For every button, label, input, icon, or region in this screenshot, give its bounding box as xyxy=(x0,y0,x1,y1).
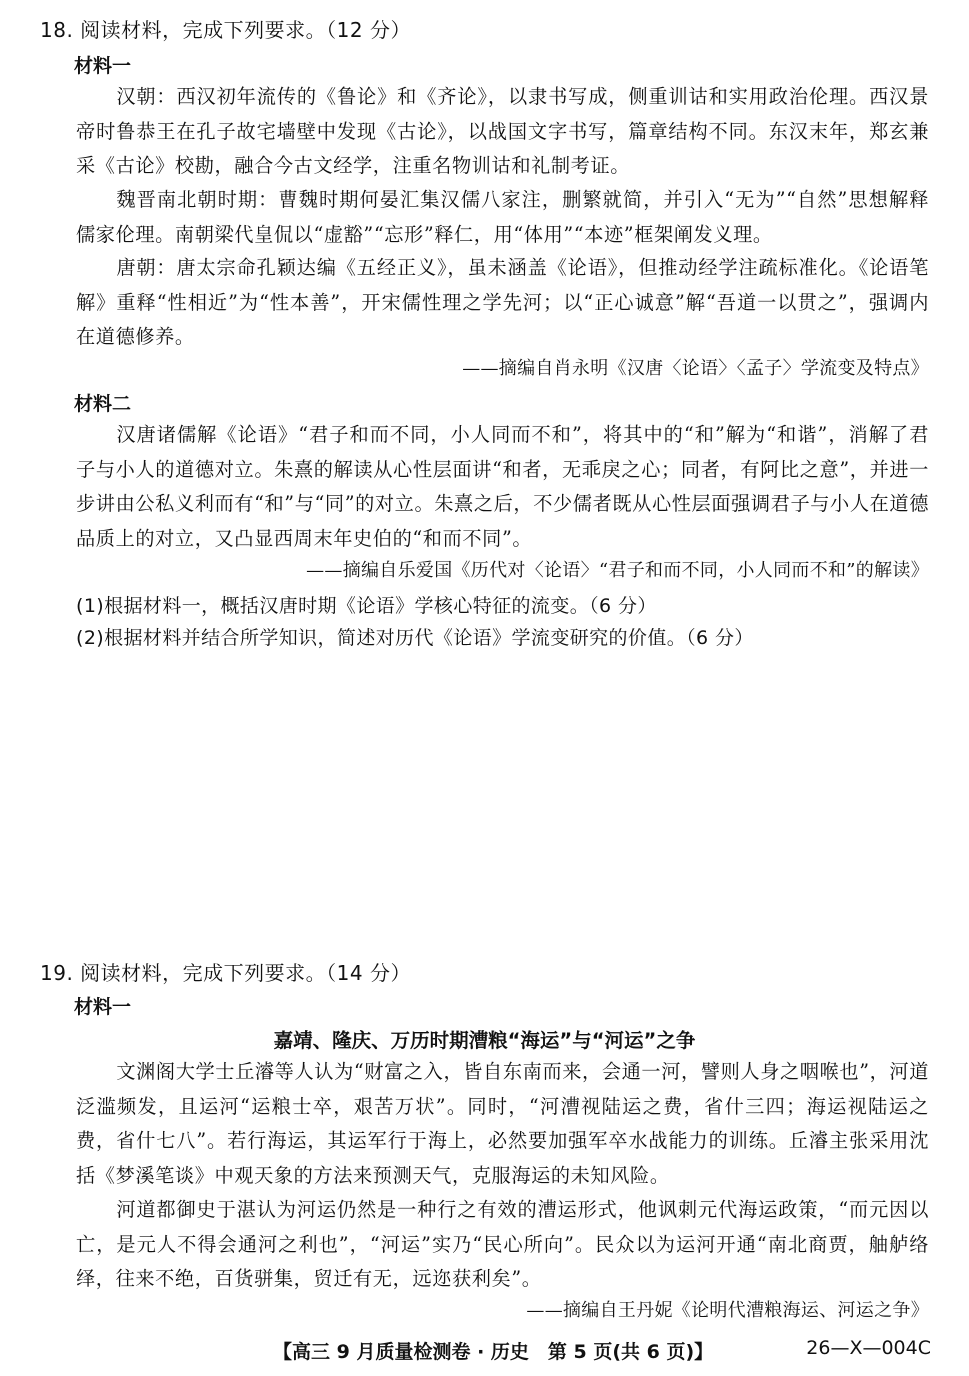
q18-material2-source: ——摘编自乐爱国《历代对〈论语〉“君子和而不同，小人同而不和”的解读》 xyxy=(306,560,929,581)
q18-material1-label: 材料一 xyxy=(74,55,132,77)
q18-sub-question-1: (1)根据材料一，概括汉唐时期《论语》学核心特征的流变。（6 分） xyxy=(76,595,657,617)
q19-paragraph-qiujun: 文渊阁大学士丘濬等人认为“财富之入，皆自东南而来，会通一河，譬则人身之咽喉也”，河道泛滥频发，且运河“运粮士卒，艰苦万状”。同时，“河漕视陆运之费，省什三四；海运视陆运之费，省什七八”。若行海运，其运军行于海上，必然要加强军卒水战能力的训练。丘濬主张采用沈括《梦溪笔谈》中观天象的方法来预测天气，克服海运的未知风险。 xyxy=(76,1060,929,1187)
question-18-heading: 18. 阅读材料，完成下列要求。（12 分） xyxy=(40,18,411,42)
q18-material1-paragraph-han: 汉朝：西汉初年流传的《鲁论》和《齐论》，以隶书写成，侧重训诂和实用政治伦理。西汉景帝时鲁恭王在孔子故宅墙壁中发现《古论》，以战国文字书写，篇章结构不同。东汉末年，郑玄兼采《古论》校勘，融合今古文经学，注重名物训诂和礼制考证。 xyxy=(76,85,929,177)
q19-material1-label: 材料一 xyxy=(74,996,132,1018)
question-19-heading: 19. 阅读材料，完成下列要求。（14 分） xyxy=(40,961,411,985)
q18-material1-source: ——摘编自肖永明《汉唐〈论语〉〈孟子〉学流变及特点》 xyxy=(462,358,929,379)
q19-source: ——摘编自王丹妮《论明代漕粮海运、河运之争》 xyxy=(526,1300,929,1321)
q19-material1-title: 嘉靖、隆庆、万历时期漕粮“海运”与“河运”之争 xyxy=(273,1029,696,1052)
footer-paper-code: 26—X—004C xyxy=(806,1337,931,1359)
q19-paragraph-yuzhan: 河道都御史于湛认为河运仍然是一种行之有效的漕运形式，他讽刺元代海运政策，“而元因以亡，是元人不得会通河之利也”，“河运”实乃“民心所向”。民众以为运河开通“南北商贾，舳舻络绎，往来不绝，百货骈集，贸迁有无，远迩获利矣”。 xyxy=(76,1198,929,1290)
q18-material1-paragraph-weijin: 魏晋南北朝时期：曹魏时期何晏汇集汉儒八家注，删繁就简，并引入“无为”“自然”思想解释儒家伦理。南朝梁代皇侃以“虚豁”“忘形”释仁，用“体用”“本迹”框架阐发义理。 xyxy=(76,188,929,246)
footer-exam-info: 【高三 9 月质量检测卷 · 历史 第 5 页(共 6 页)】 xyxy=(273,1341,714,1363)
q18-material2-label: 材料二 xyxy=(74,393,132,415)
q18-sub-question-2: (2)根据材料并结合所学知识，简述对历代《论语》学流变研究的价值。（6 分） xyxy=(76,627,754,649)
q18-material2-paragraph: 汉唐诸儒解《论语》“君子和而不同，小人同而不和”，将其中的“和”解为“和谐”，消解了君子与小人的道德对立。朱熹的解读从心性层面讲“和者，无乖戾之心；同者，有阿比之意”，并进一步讲由公私义利而有“和”与“同”的对立。朱熹之后，不少儒者既从心性层面强调君子与小人在道德品质上的对立，又凸显西周末年史伯的“和而不同”。 xyxy=(76,423,929,550)
q18-material1-paragraph-tang: 唐朝：唐太宗命孔颖达编《五经正义》，虽未涵盖《论语》，但推动经学注疏标准化。《论语笔解》重释“性相近”为“性本善”，开宋儒性理之学先河；以“正心诚意”解“吾道一以贯之”，强调内在道德修养。 xyxy=(76,256,929,348)
